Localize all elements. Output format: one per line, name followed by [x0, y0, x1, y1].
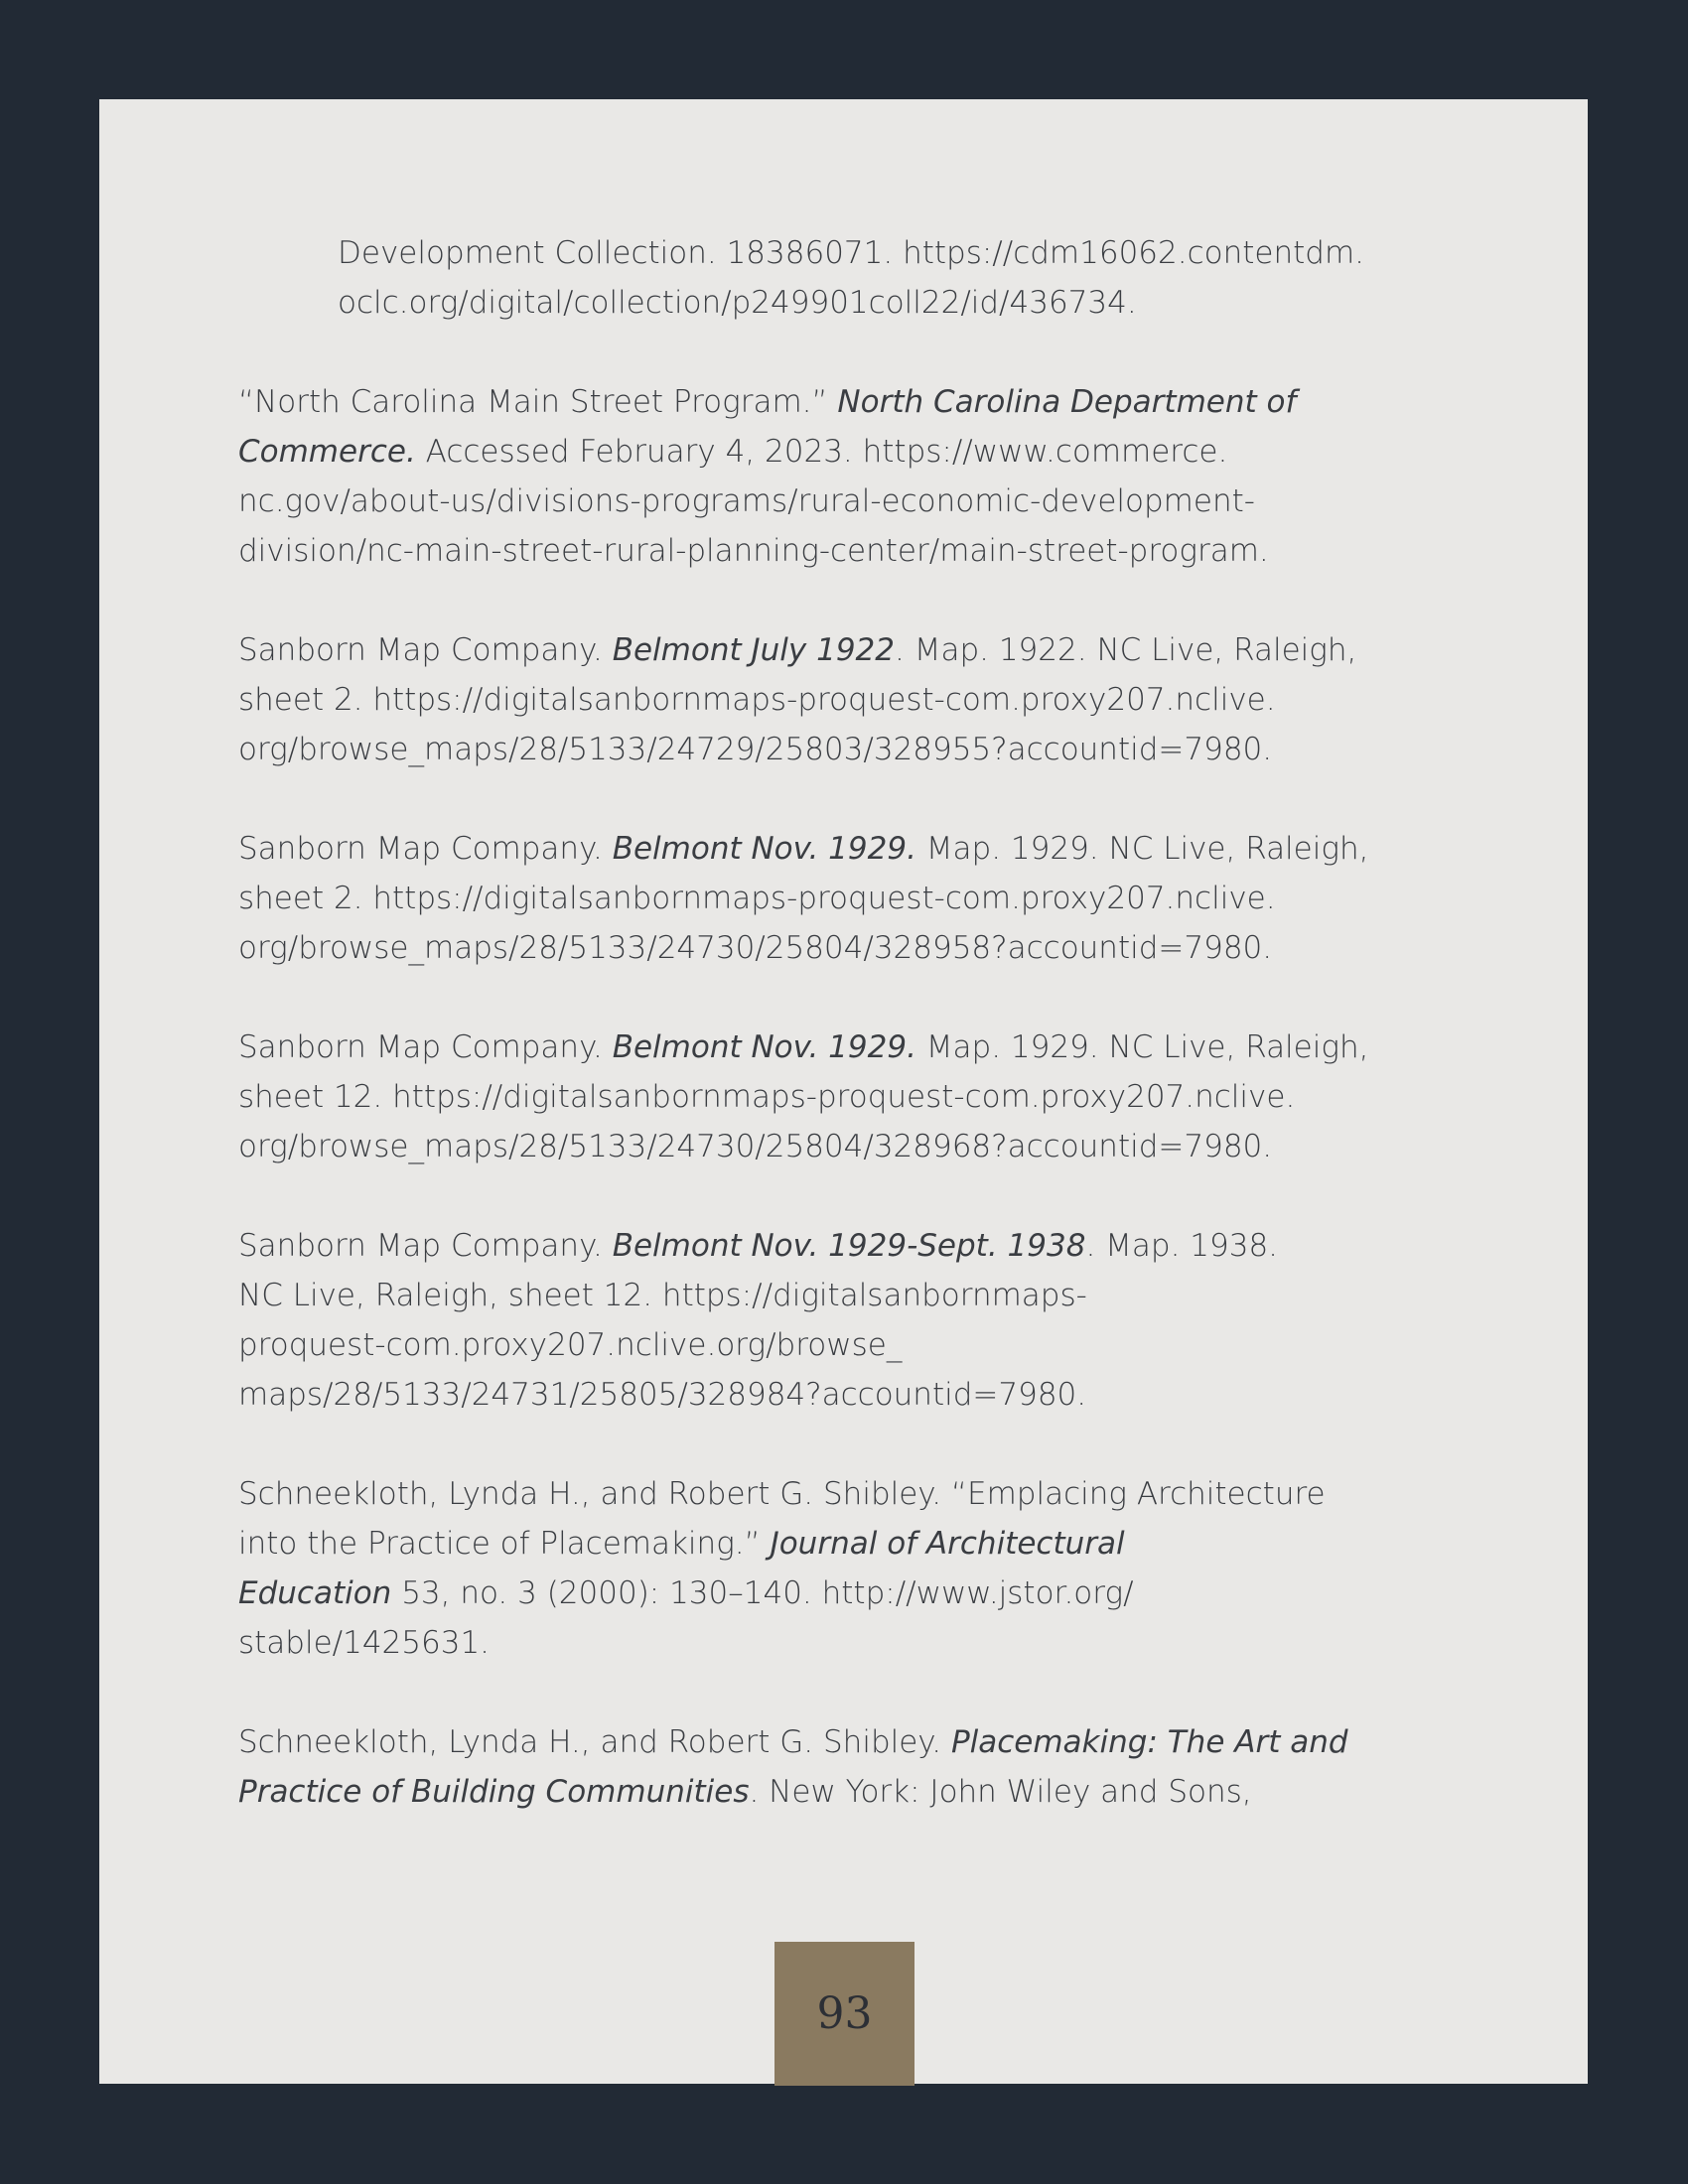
reference-line: [238, 1767, 1549, 1817]
reference-text: oclc.org/digital/collection/p249901coll22/id/436734.: [338, 285, 1137, 321]
reference-italic-text: Commerce.: [238, 434, 416, 470]
reference-line: [238, 1072, 1549, 1122]
reference-italic-text: Journal of Architectural: [770, 1526, 1125, 1562]
reference-text: Map. 1929. NC Live, Raleigh,: [915, 831, 1369, 867]
reference-text: Development Collection. 18386071. https://cdm16062.contentdm.: [338, 235, 1365, 271]
reference-line: [238, 923, 1549, 973]
reference-line: [238, 1717, 1549, 1767]
reference-entry: [238, 1717, 1549, 1817]
reference-line: [238, 725, 1549, 774]
reference-text: org/browse_maps/28/5133/24729/25803/328955?accountid=7980.: [238, 732, 1273, 767]
reference-text: sheet 2. https://digitalsanbornmaps-proquest-com.proxy207.nclive.: [238, 682, 1276, 718]
reference-text: Schneekloth, Lynda H., and Robert G. Shibley. “Emplacing Architecture: [238, 1476, 1326, 1512]
reference-line: [238, 625, 1549, 675]
reference-text: . Map. 1938.: [1085, 1228, 1279, 1264]
reference-text: stable/1425631.: [238, 1625, 491, 1661]
reference-text: . New York: John Wiley and Sons,: [749, 1774, 1252, 1810]
reference-entry: [238, 824, 1549, 973]
reference-text: sheet 2. https://digitalsanbornmaps-proquest-com.proxy207.nclive.: [238, 881, 1276, 916]
reference-entry: [238, 1221, 1549, 1420]
reference-text: . Map. 1922. NC Live, Raleigh,: [895, 632, 1357, 668]
reference-line: [238, 824, 1549, 874]
reference-italic-text: Education: [238, 1575, 392, 1611]
page: [99, 99, 1588, 2084]
reference-text: Sanborn Map Company.: [238, 1228, 613, 1264]
reference-line: [238, 874, 1549, 923]
reference-line: [338, 278, 1549, 328]
page-number: 93: [774, 1942, 914, 2086]
reference-line: [238, 1271, 1549, 1320]
reference-line: [238, 675, 1549, 725]
reference-line: [238, 1320, 1549, 1370]
reference-line: [238, 1370, 1549, 1420]
reference-text: NC Live, Raleigh, sheet 12. https://digitalsanbornmaps-: [238, 1278, 1087, 1313]
reference-line: [238, 477, 1549, 526]
bibliography: [238, 228, 1549, 1866]
reference-line: [238, 1023, 1549, 1072]
reference-entry: [238, 228, 1549, 328]
reference-line: [238, 1221, 1549, 1271]
reference-text: “North Carolina Main Street Program.”: [238, 384, 838, 420]
reference-entry: [238, 1469, 1549, 1668]
reference-text: Sanborn Map Company.: [238, 1029, 613, 1065]
reference-line: [238, 1519, 1549, 1569]
reference-text: 53, no. 3 (2000): 130–140. http://www.jstor.org/: [391, 1575, 1134, 1611]
reference-line: [238, 377, 1549, 427]
reference-text: Accessed February 4, 2023. https://www.commerce.: [415, 434, 1228, 470]
reference-text: into the Practice of Placemaking.”: [238, 1526, 771, 1562]
reference-line: [238, 1469, 1549, 1519]
reference-text: org/browse_maps/28/5133/24730/25804/328968?accountid=7980.: [238, 1129, 1273, 1164]
reference-line: [238, 1569, 1549, 1618]
reference-text: maps/28/5133/24731/25805/328984?accountid=7980.: [238, 1377, 1087, 1413]
reference-italic-text: Belmont Nov. 1929.: [612, 831, 916, 867]
reference-line: [238, 427, 1549, 477]
reference-italic-text: Belmont Nov. 1929-Sept. 1938: [612, 1228, 1086, 1264]
reference-italic-text: North Carolina Department of: [837, 384, 1297, 420]
reference-text: org/browse_maps/28/5133/24730/25804/328958?accountid=7980.: [238, 930, 1273, 966]
reference-italic-text: Belmont Nov. 1929.: [612, 1029, 916, 1065]
reference-line: [338, 228, 1549, 278]
reference-italic-text: Practice of Building Communities: [238, 1774, 750, 1810]
reference-line: [238, 1122, 1549, 1171]
reference-text: Sanborn Map Company.: [238, 831, 613, 867]
reference-text: nc.gov/about-us/divisions-programs/rural-economic-development-: [238, 483, 1255, 519]
reference-text: Schneekloth, Lynda H., and Robert G. Shibley.: [238, 1724, 951, 1760]
reference-text: Map. 1929. NC Live, Raleigh,: [915, 1029, 1369, 1065]
reference-italic-text: Belmont July 1922: [612, 632, 895, 668]
reference-entry: [238, 1023, 1549, 1171]
reference-line: [238, 526, 1549, 576]
reference-text: division/nc-main-street-rural-planning-center/main-street-program.: [238, 533, 1269, 569]
reference-italic-text: Placemaking: The Art and: [950, 1724, 1348, 1760]
reference-line: [238, 1618, 1549, 1668]
reference-text: sheet 12. https://digitalsanbornmaps-proquest-com.proxy207.nclive.: [238, 1079, 1296, 1115]
reference-entry: [238, 625, 1549, 774]
reference-text: proquest-com.proxy207.nclive.org/browse_: [238, 1327, 903, 1363]
reference-entry: [238, 377, 1549, 576]
reference-text: Sanborn Map Company.: [238, 632, 613, 668]
